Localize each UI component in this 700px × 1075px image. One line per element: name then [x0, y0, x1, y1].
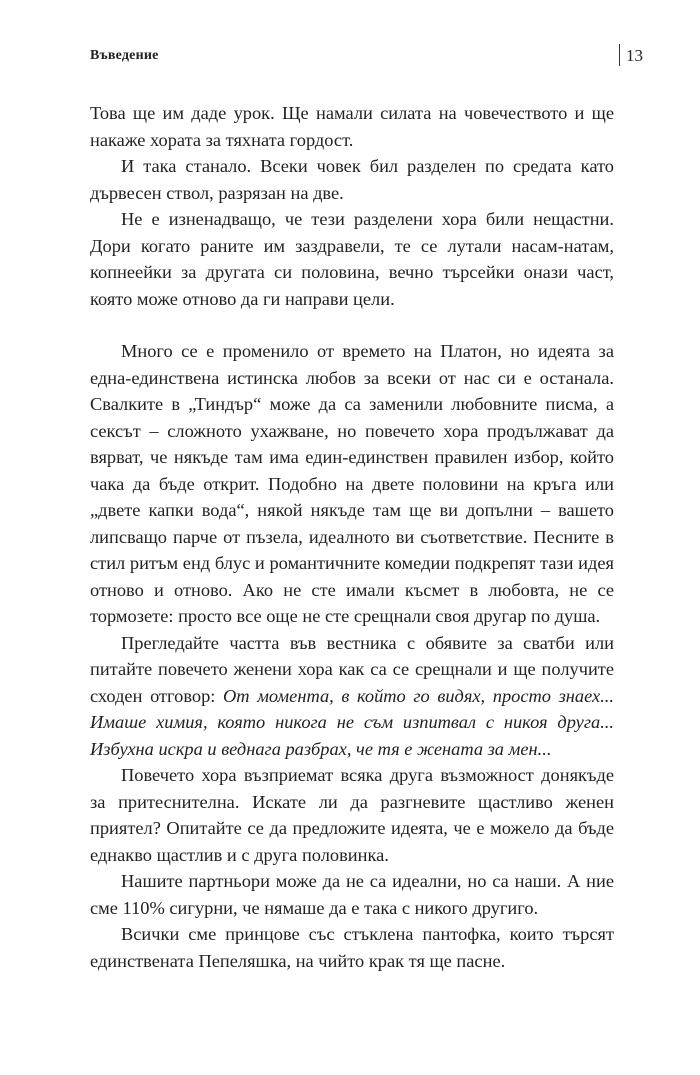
paragraph-2: И така станало. Всеки човек бил разделен по средата като дървесен ствол, разрязан на две. [90, 156, 614, 203]
paragraph-7: Нашите партньори може да не са идеални, но са наши. А ние сме 110% сигурни, че нямаше да е така с никого другиго. [90, 871, 614, 918]
paragraph-3: Не е изненадващо, че тези разделени хора били нещастни. Дори когато раните им заздравели, те се лутали насам-натам, копнеейки за другата си половина, вечно търсейки онази част, която може отново да ги направи цели. [90, 209, 614, 309]
paragraph-8: Всички сме принцове със стъклена пантофка, които търсят единствената Пепеляшка, на чийто крак тя ще пасне. [90, 924, 614, 971]
paragraph-5 [90, 630, 614, 763]
page-number: 13 [626, 46, 643, 65]
running-head-title: Въведение [90, 48, 159, 63]
header-divider [619, 44, 620, 66]
paragraph-6: Повечето хора възприемат всяка друга възможност донякъде за притеснителна. Искате ли да разгневите щастливо женен приятел? Опитайте се да предложите идеята, че е можело да бъде еднакво щастлив и с друга половинка. [90, 765, 614, 865]
paragraph-5-intro: Прегледайте частта във вестника с обявите за сватби или питайте повечето женени хора как са се срещнали и ще получите сходен отговор: [90, 632, 614, 706]
paragraph-5-quote: От момента, в който го видях, просто знаех... Имаше химия, която никога не съм изпитвал с никоя друга... Избухна искра и веднага разбрах, че тя е жената за мен... [90, 685, 614, 759]
paragraph-1: Това ще им даде урок. Ще намали силата на човечеството и ще накаже хората за тяхната гордост. [90, 103, 614, 150]
body-text [90, 100, 614, 974]
section-break [90, 312, 614, 338]
paragraph-4: Много се е променило от времето на Платон, но идеята за една-единствена истинска любов за всеки от нас си е останала. Свалките в „Тиндър“ може да са заменили любовните писма, а сексът – сложното ухажване, но повечето хора продължават да вярват, че някъде там има един-единствен правилен избор, който чака да бъде открит. Подобно на двете половини на кръга или „двете капки вода“, някой някъде там ще ви допълни – вашето липсващо парче от пъзела, идеалното ви съответствие. Песните в стил ритъм енд блус и романтичните комедии подкрепят тази идея отново и отново. Ако не сте имали късмет в любовта, не се тормозете: просто все още не сте срещнали своя другар по душа. [90, 341, 614, 626]
